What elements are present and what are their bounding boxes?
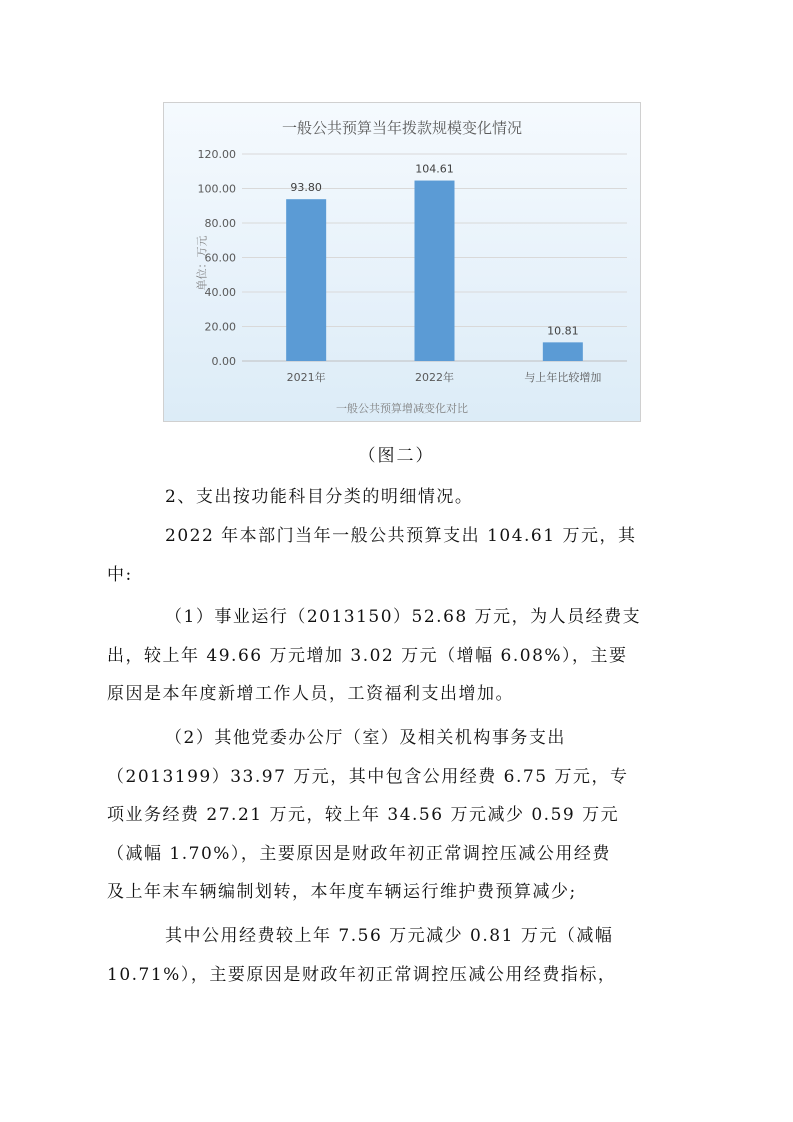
text-line: 出，较上年 49.66 万元增加 3.02 万元（增幅 6.08%），主要 (107, 645, 628, 666)
text-line: 10.71%），主要原因是财政年初正常调控压减公用经费指标， (107, 964, 617, 985)
text-line: 2、支出按功能科目分类的明细情况。 (165, 487, 474, 507)
y-tick-label: 20.00 (204, 320, 236, 334)
figure-caption: （图二） (358, 446, 435, 466)
chart-y-axis-label: 单位：万元 (195, 235, 209, 291)
y-tick-label: 40.00 (204, 286, 236, 299)
bar (415, 181, 455, 361)
x-tick-label: 2022年 (415, 371, 454, 384)
y-tick-label: 60.00 (204, 251, 236, 265)
text-line: 中: (107, 564, 133, 585)
text-line: （1）事业运行（2013150）52.68 万元，为人员经费支 (165, 607, 642, 627)
text-line: 原因是本年度新增工作人员，工资福利支出增加。 (107, 684, 514, 704)
text-line: （2）其他党委办公厅（室）及相关机构事务支出 (165, 728, 566, 748)
data-label: 10.81 (547, 324, 579, 338)
paragraph-2 (107, 517, 679, 594)
text-line: 项业务经费 27.21 万元，较上年 34.56 万元减少 0.59 万元 (107, 805, 620, 825)
chart-plot (164, 103, 642, 423)
paragraph-1 (107, 478, 679, 517)
data-label: 93.80 (290, 181, 322, 195)
text-line: 其中公用经费较上年 7.56 万元减少 0.81 万元（减幅 (165, 926, 614, 946)
paragraph-4 (107, 719, 679, 912)
text-line: 2022 年本部门当年一般公共预算支出 104.61 万元，其 (165, 526, 637, 546)
x-tick-label: 与上年比较增加 (524, 371, 602, 384)
paragraph-3 (107, 598, 679, 714)
chart-x-axis-label: 一般公共预算增减变化对比 (336, 402, 468, 415)
bar (286, 199, 326, 361)
bar (543, 342, 583, 361)
y-tick-label: 80.00 (204, 217, 236, 230)
paragraph-5 (107, 917, 679, 994)
bar-chart (163, 102, 641, 422)
x-tick-label: 2021年 (286, 371, 326, 384)
text-line: 及上年末车辆编制划转，本年度车辆运行维护费预算减少; (107, 882, 577, 902)
data-label: 104.61 (415, 162, 454, 176)
y-tick-label: 120.00 (197, 148, 236, 161)
text-line: （减幅 1.70%），主要原因是财政年初正常调控压减公用经费 (107, 843, 611, 864)
y-tick-label: 0.00 (211, 355, 236, 368)
text-line: （2013199）33.97 万元，其中包含公用经费 6.75 万元，专 (107, 766, 629, 787)
y-tick-label: 100.00 (197, 182, 236, 196)
chart-title: 一般公共预算当年拨款规模变化情况 (281, 119, 522, 137)
